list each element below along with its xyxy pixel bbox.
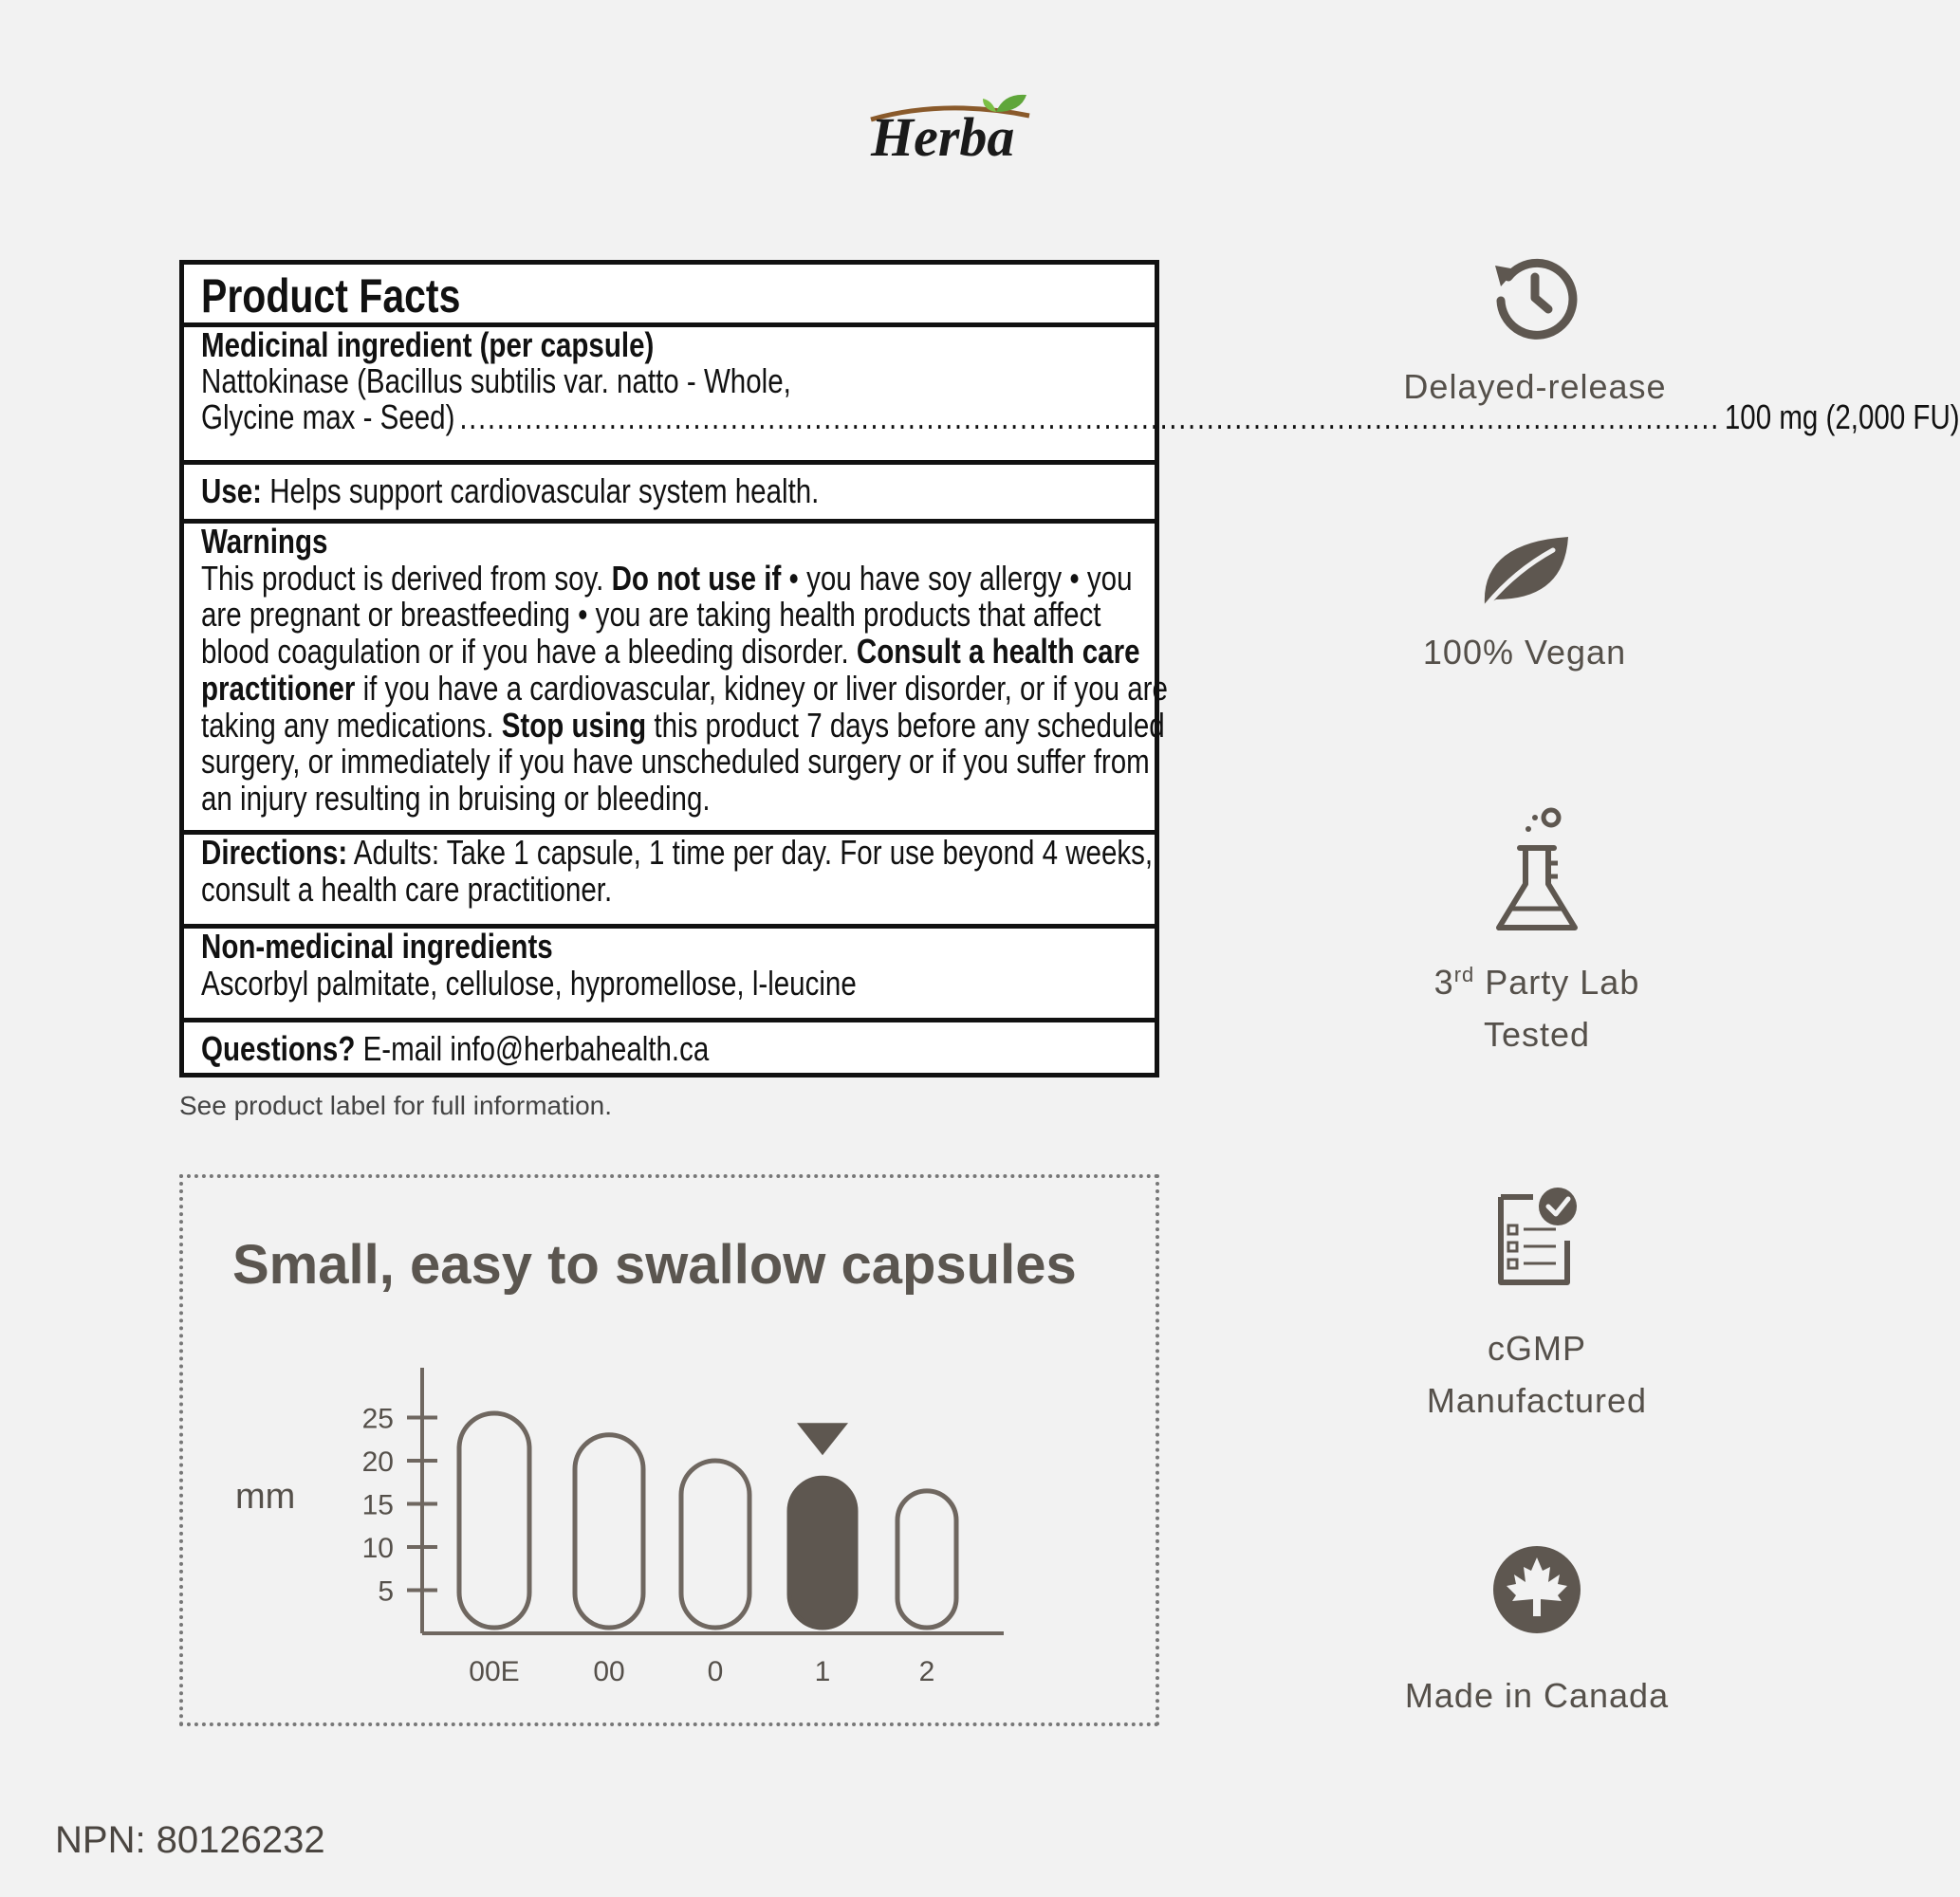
facts-title-section <box>184 265 1155 327</box>
feature-label: Made in Canada <box>1404 1676 1670 1715</box>
feature-label: 100% Vegan <box>1422 633 1627 672</box>
leader-dots: ....................................................................................................................................... <box>459 397 1720 436</box>
facts-title: Product Facts <box>201 269 461 322</box>
warnings-line: blood coagulation or if you have a bleeding disorder. Consult a health care <box>201 632 1140 672</box>
use-section <box>184 465 1155 524</box>
capsule-bar <box>575 1435 643 1628</box>
questions-label: Questions? <box>201 1029 356 1068</box>
feature-lab-tested <box>1319 804 1755 1060</box>
capsule-size-box <box>179 1174 1159 1726</box>
warnings-section <box>184 522 1168 835</box>
herba-logo-mark <box>854 91 1044 167</box>
use-text: Helps support cardiovascular system health. <box>269 471 820 510</box>
checklist-icon <box>1489 1184 1584 1288</box>
non-medicinal-section <box>184 929 1155 1022</box>
feature-label-2: Tested <box>1483 1015 1591 1054</box>
lab-flask-icon <box>1489 804 1584 937</box>
medicinal-heading: Medicinal ingredient (per capsule) <box>201 325 655 364</box>
y-axis-label: mm <box>235 1477 296 1517</box>
warnings-line: practitioner if you have a cardiovascular, kidney or liver disorder, or if you are <box>201 668 1168 708</box>
capsule-bar <box>459 1413 529 1628</box>
feature-label-2: Manufactured <box>1426 1381 1648 1420</box>
directions-text: Adults: Take 1 capsule, 1 time per day. For use beyond 4 weeks, <box>347 833 1154 872</box>
non-medicinal-text: Ascorbyl palmitate, cellulose, hypromellose, l-leucine <box>201 963 857 1003</box>
medicinal-line2-row <box>201 397 1960 436</box>
warnings-line: This product is derived from soy. Do not use if • you have soy allergy • you <box>201 558 1133 598</box>
feature-delayed-release <box>1317 249 1753 413</box>
feature-vegan <box>1306 533 1743 678</box>
capsule-bar <box>789 1478 856 1628</box>
x-tick-label: 1 <box>814 1656 831 1687</box>
feature-made-in-canada <box>1319 1544 1755 1722</box>
maple-leaf-icon <box>1491 1544 1582 1635</box>
npn-number: NPN: 80126232 <box>55 1819 325 1861</box>
x-tick-label: 2 <box>918 1656 935 1687</box>
warnings-line: are pregnant or breastfeeding • you are taking health products that affect <box>201 595 1101 635</box>
logo-text: Herba <box>871 106 1015 168</box>
leaf-icon <box>1477 533 1572 609</box>
highlight-marker <box>797 1423 848 1455</box>
directions-text-2: consult a health care practitioner. <box>201 869 613 909</box>
feature-label: Delayed-release <box>1403 367 1667 406</box>
y-tick-label: 10 <box>361 1533 394 1564</box>
warnings-heading: Warnings <box>201 522 328 561</box>
capsule-size-chart <box>183 1178 1156 1722</box>
medicinal-line2: Glycine max - Seed) <box>201 397 455 436</box>
medicinal-line1: Nattokinase (Bacillus subtilis var. natto - Whole, <box>201 361 791 400</box>
directions-label: Directions: <box>201 833 348 872</box>
capsule-section-title: Small, easy to swallow capsules <box>232 1234 1077 1296</box>
medicinal-amount: 100 mg (2,000 FU) <box>1724 397 1960 436</box>
feature-label: cGMP <box>1487 1329 1586 1368</box>
questions-section <box>184 1022 1155 1077</box>
non-medicinal-heading: Non-medicinal ingredients <box>201 927 553 966</box>
feature-cgmp <box>1319 1184 1755 1427</box>
questions-email: E-mail info@herbahealth.ca <box>355 1029 710 1068</box>
y-tick-label: 5 <box>378 1575 394 1608</box>
warnings-line: surgery, or immediately if you have unscheduled surgery or if you suffer from <box>201 742 1150 782</box>
use-label: Use: <box>201 471 262 510</box>
y-tick-label: 25 <box>361 1403 394 1435</box>
x-tick-label: 00 <box>593 1656 625 1687</box>
feature-label: 3rd Party Lab <box>1433 963 1640 1002</box>
warnings-line: taking any medications. Stop using this product 7 days before any scheduled <box>201 705 1165 745</box>
history-clock-icon <box>1488 249 1582 343</box>
warnings-line: an injury resulting in bruising or bleeding. <box>201 778 711 818</box>
brand-logo <box>854 91 1044 167</box>
x-tick-label: 00E <box>469 1656 520 1687</box>
y-tick-label: 20 <box>361 1446 394 1478</box>
y-tick-label: 15 <box>361 1489 394 1521</box>
directions-section <box>184 835 1155 929</box>
capsule-bar <box>897 1491 956 1628</box>
x-tick-label: 0 <box>707 1656 724 1687</box>
capsule-bar <box>681 1461 749 1628</box>
footnote: See product label for full information. <box>179 1091 613 1120</box>
